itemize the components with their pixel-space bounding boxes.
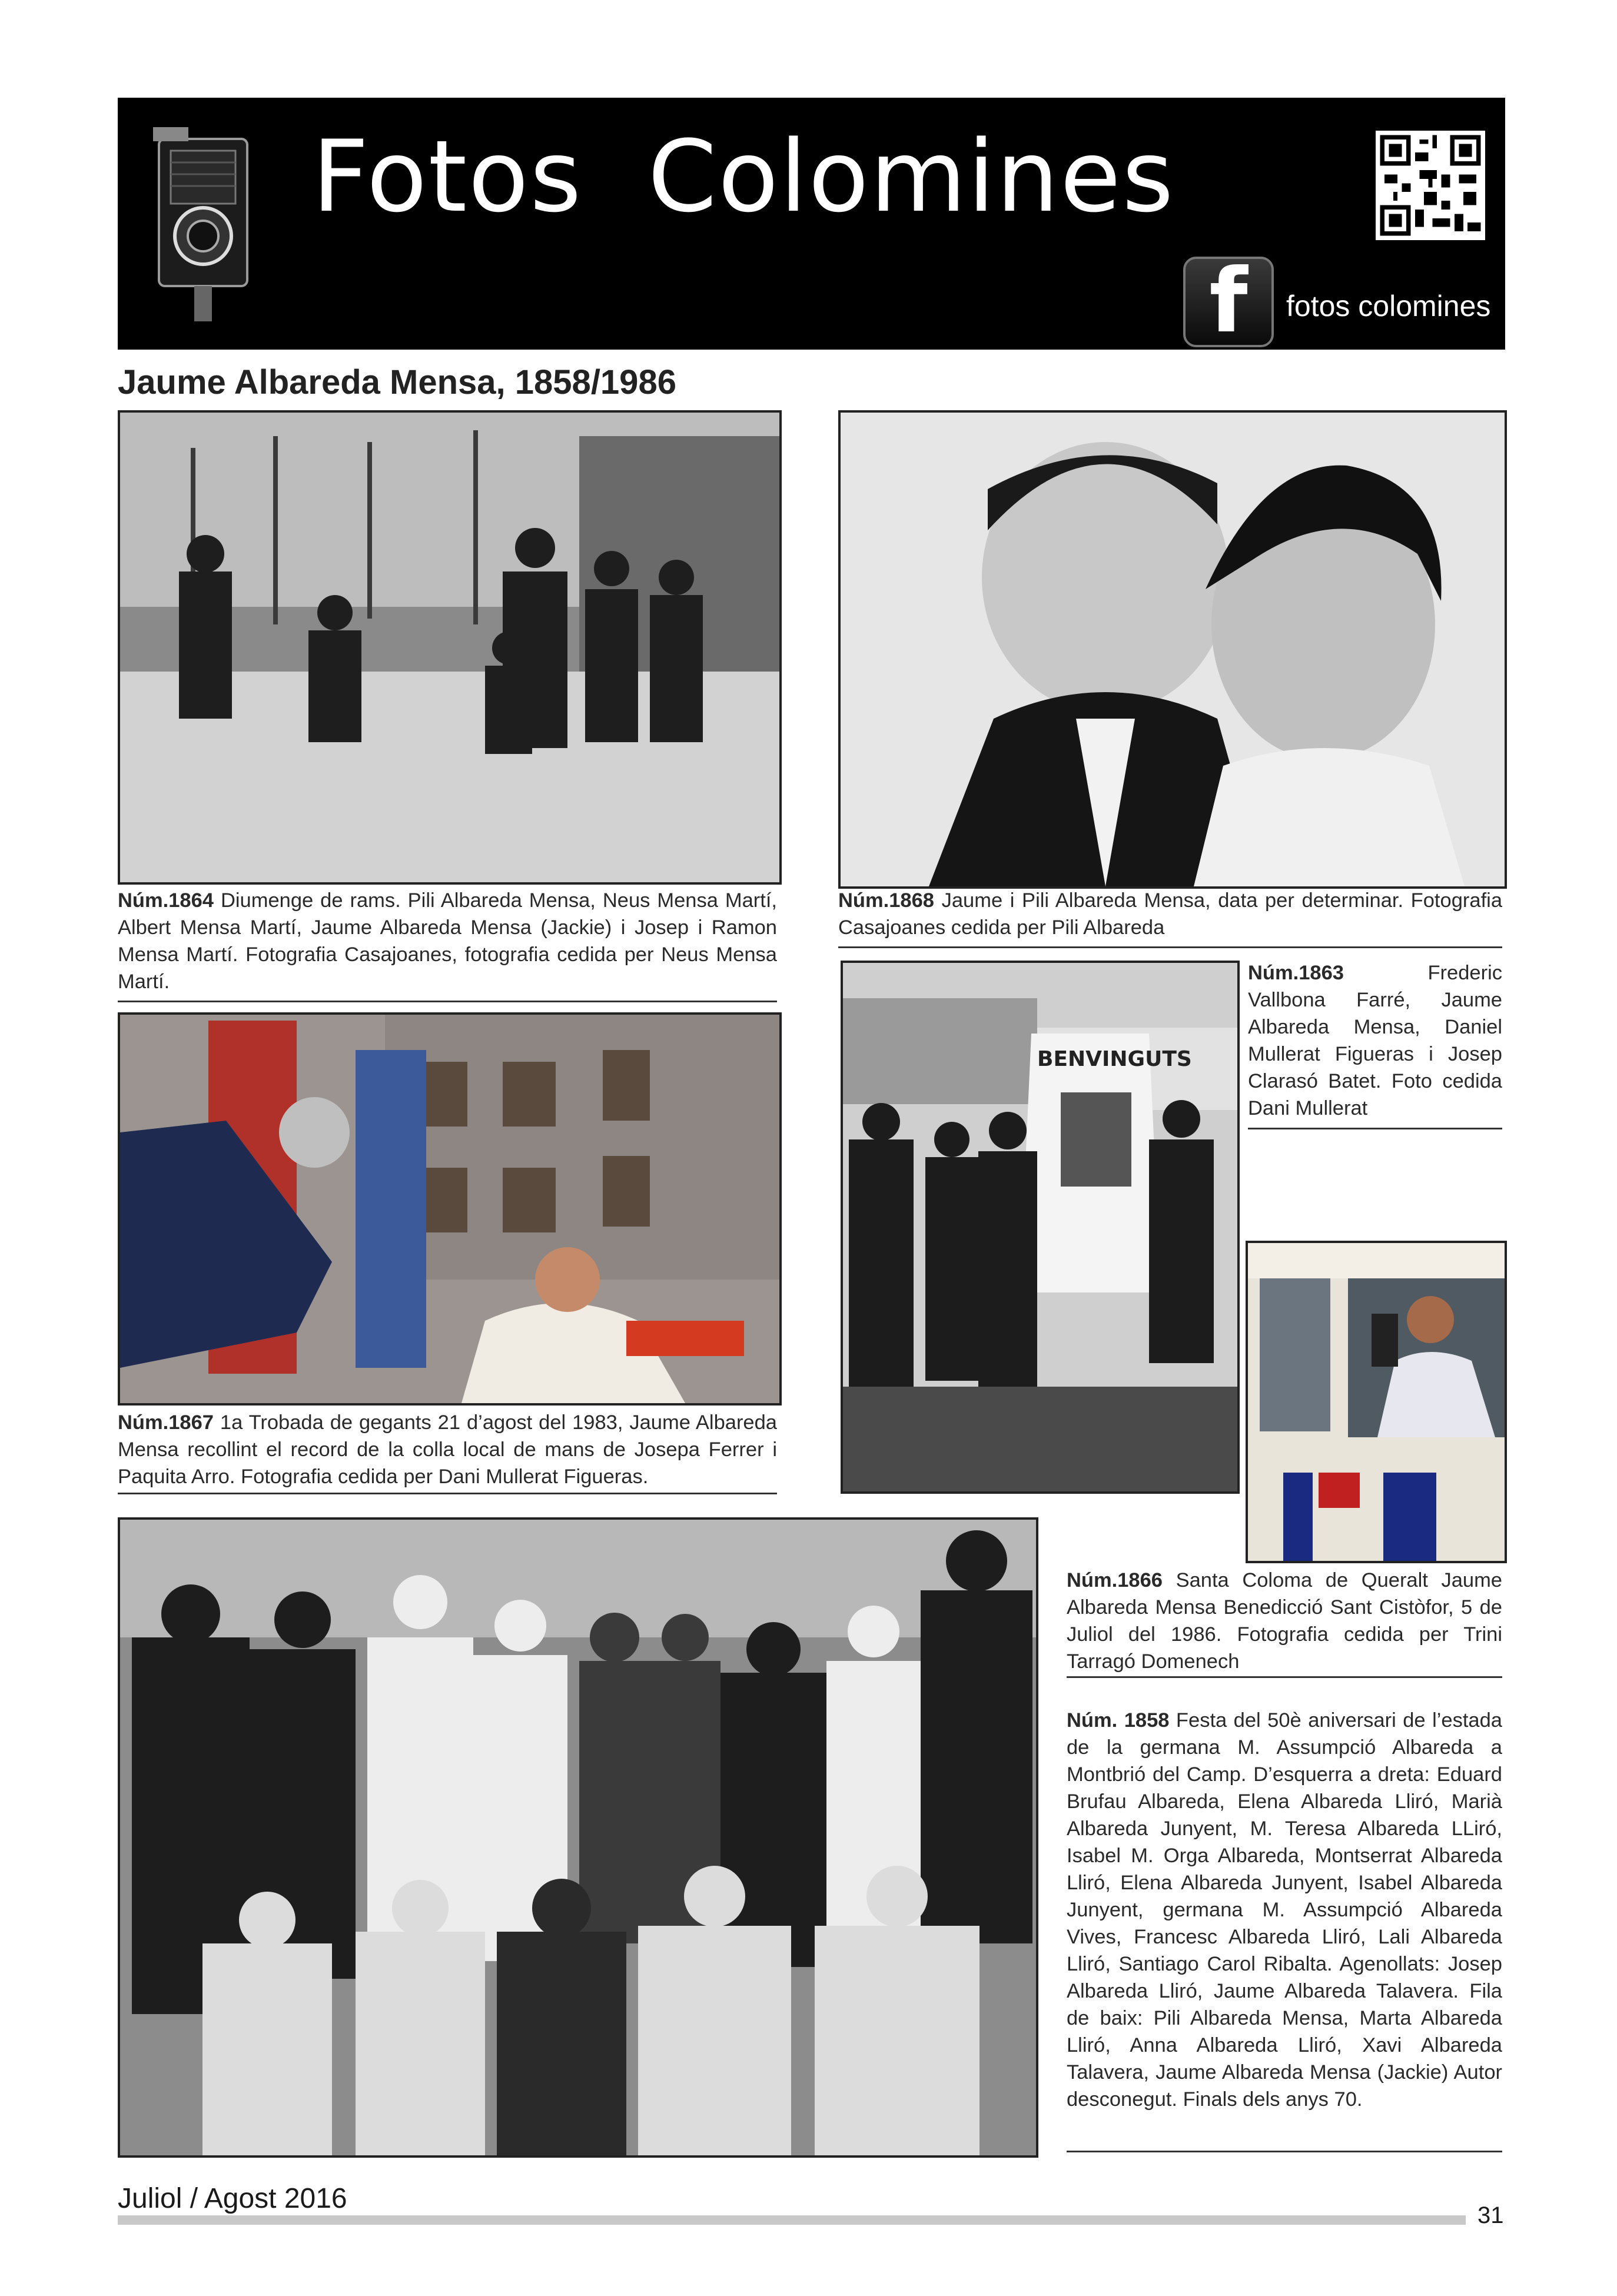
section-title: Jaume Albareda Mensa, 1858/1986 [118,363,676,401]
facebook-icon[interactable]: f [1183,257,1274,347]
qr-code-icon [1376,131,1485,240]
caption-divider [838,946,1502,948]
caption-1863: Núm.1863 Frederic Vallbona Farré, Jaume Albareda Mensa, Daniel Mullerat Figueras i Josep Clarasó Batet. Foto cedida Dani Mullerat [1248,962,1502,1119]
caption-divider [1067,2151,1502,2152]
photo-1858 [118,1517,1038,2158]
caption-1858: Núm. 1858 Festa del 50è aniversari de l’estada de la germana M. Assumpció Albareda a Montbrió del Camp. D’esquerra a dreta: Eduard Brufau Albareda, Elena Albareda Lliró, Marià Albareda Junyent, M. Teresa Albareda LLiró, Isabel M. Orga Albareda, Montserrat Albareda Lliró, Elena Albareda Junyent, Isabel Albareda Junyent, germana M. Assumpció Albareda Vives, Francesc Albareda Lliró, Lali Albareda Lliró, Santiago Carol Ribalta. Agenollats: Josep Albareda Lliró, Jaume Albareda Talavera. Fila de baix: Pili Albareda Mensa, Marta Albareda Lliró, Anna Albareda Lliró, Xavi Albareda Talavera, Jaume Albareda Mensa (Jackie) Autor desconegut. Finals dels anys 70. [1067,1709,1502,2111]
page-number: 31 [1477,2202,1504,2228]
caption-1867: Núm.1867 1a Trobada de gegants 21 d’agost del 1983, Jaume Albareda Mensa recollint el record de la colla local de mans de Josepa Ferrer i Paquita Arro. Fotografia cedida per Dani Mullerat Figueras. [118,1411,777,1488]
header-banner [118,98,1505,353]
page-title: Fotos Colomines [312,119,1175,234]
photo-1864 [118,410,782,885]
caption-1868: Núm.1868 Jaume i Pili Albareda Mensa, data per determinar. Fotografia Casajoanes cedida per Pili Albareda [838,889,1502,939]
issue-date: Juliol / Agost 2016 [118,2183,347,2214]
caption-1864: Núm.1864 Diumenge de rams. Pili Albareda Mensa, Neus Mensa Martí, Albert Mensa Martí, Jaume Albareda Mensa (Jackie) i Josep i Ramon Mensa Martí. Fotografia Casajoanes, fotografia cedida per Neus Mensa Martí. [118,889,777,993]
caption-divider [1067,1676,1502,1678]
photo-1866 [1246,1241,1507,1563]
camera-icon [141,115,265,327]
photo-1868 [838,410,1507,889]
caption-1866: Núm.1866 Santa Coloma de Queralt Jaume Albareda Mensa Benedicció Sant Cistòfor, 5 de Juliol del 1986. Fotografia cedida per Trini Tarragó Domenech [1067,1569,1502,1673]
sign-text: BENVINGUTS [1037,1047,1192,1071]
caption-divider [118,1001,777,1002]
caption-divider [1248,1128,1502,1129]
caption-divider [118,1493,777,1494]
footer-bar [118,2215,1466,2225]
photo-1867 [118,1012,782,1405]
facebook-label: fotos colomines [1286,290,1491,323]
photo-1863 [841,961,1240,1494]
